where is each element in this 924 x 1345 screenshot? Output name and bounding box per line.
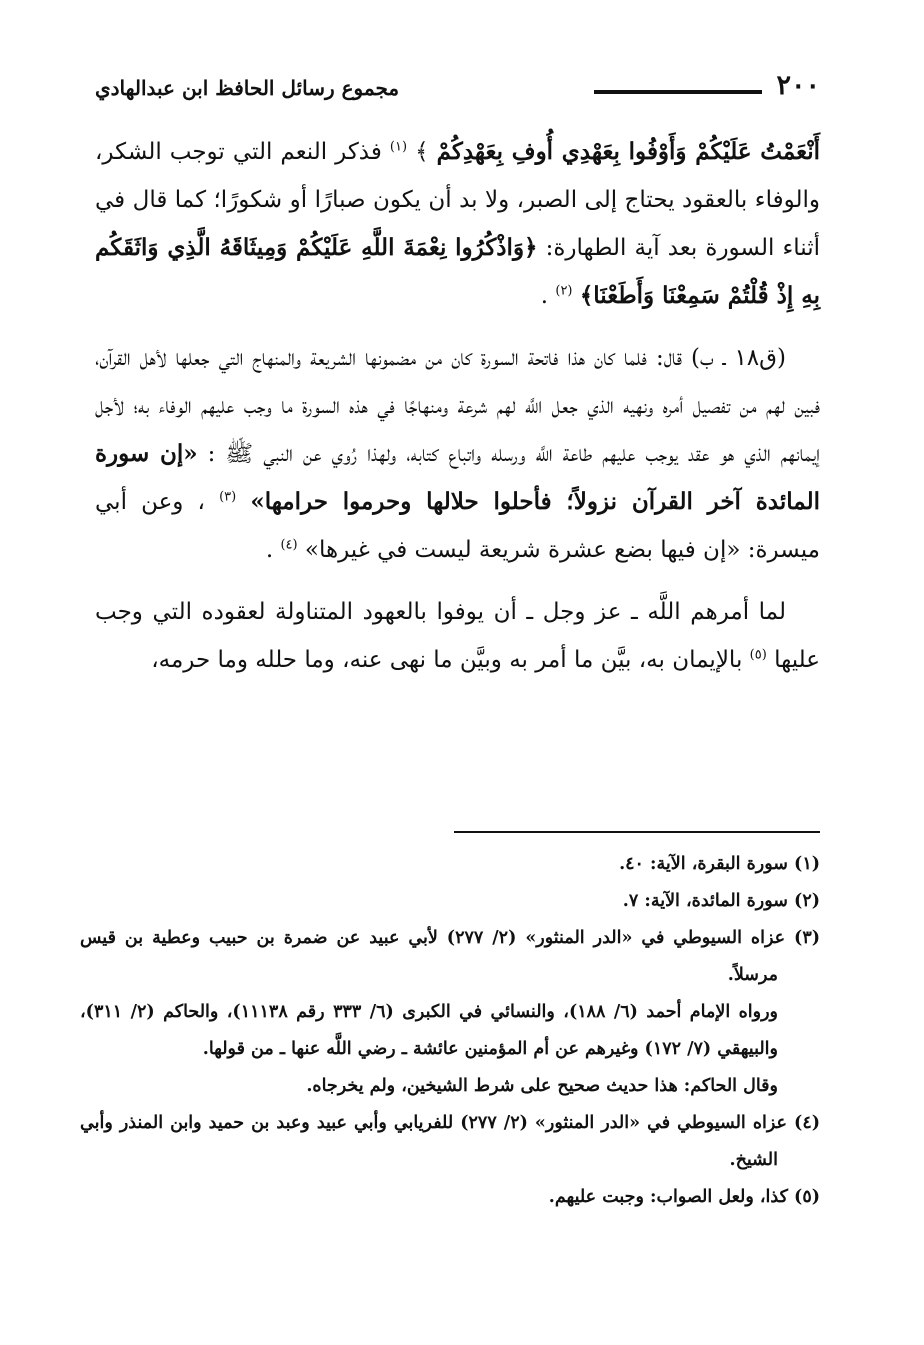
paragraph-1-text: فذكر النعم التي توجب الشكر، والوفاء بالعقود يحتاج إلى الصبر، ولا بد أن يكون صبارًا أو شكورًا؛ كما قال في أثناء السورة بعد آية الطهارة:	[95, 139, 820, 261]
paragraph-2-end: .	[265, 537, 274, 563]
footnote-ref-1[interactable]: (١)	[389, 139, 408, 155]
page-number: ٢٠٠	[776, 70, 820, 101]
header-rule	[594, 90, 762, 94]
footnote-3: (٣) عزاه السيوطي في «الدر المنثور» (٢/ ٢٧٧) لأبي عبيد عن ضمرة بن حبيب وعطية بن قيس مرسلاً.	[80, 928, 820, 985]
footnote-2: (٢) سورة المائدة، الآية: ٧.	[622, 891, 820, 911]
footnote-separator	[454, 831, 820, 833]
hadith-quote: «إن سورة المائدة آخر القرآن نزولاً؛ فأحلوا حلالها وحرموا حرامها»	[95, 440, 820, 515]
footnotes	[80, 846, 820, 1216]
main-text	[95, 128, 820, 684]
footnote-3-hakim-note: وقال الحاكم: هذا حديث صحيح على شرط الشيخين، ولم يخرجاه.	[306, 1076, 778, 1096]
footnote-1: (١) سورة البقرة، الآية: ٤٠.	[619, 854, 820, 874]
quran-verse-1: أَنْعَمْتُ عَلَيْكُمْ وَأَوْفُوا بِعَهْدِي أُوفِ بِعَهْدِكُمْ	[436, 138, 821, 165]
footnote-ref-5[interactable]: (٥)	[749, 647, 767, 663]
paragraph-3-text-2: بالإيمان به، بيَّن ما أمر به وبيَّن ما نهى عنه، وما حلله وما حرمه،	[151, 647, 743, 673]
footnote-ref-4[interactable]: (٤)	[280, 537, 298, 553]
footnote-5: (٥) كذا، ولعل الصواب: وجبت عليهم.	[548, 1187, 820, 1207]
paragraph-1	[95, 128, 820, 320]
quran-verse-2: ﴿وَاذْكُرُوا نِعْمَةَ اللَّهِ عَلَيْكُمْ وَمِيثَاقَهُ الَّذِي وَاثَقَكُم بِهِ إِذْ قُلْتُمْ سَمِعْنَا وَأَطَعْنَا﴾	[95, 234, 820, 309]
footnote-ref-3[interactable]: (٣)	[219, 489, 237, 505]
footnote-3-continued: ورواه الإمام أحمد (٦/ ١٨٨)، والنسائي في الكبرى (٦/ ٣٣٣ رقم ١١١٣٨)، والحاكم (٢/ ٣١١)، والبيهقي (٧/ ١٧٢) وغيرهم عن أم المؤمنين عائشة ـ رضي اللَّه عنها ـ من قولها.	[80, 1002, 779, 1059]
paragraph-3-text: لما أمرهم اللَّه ـ عز وجل ـ أن يوفوا بالعهود المتناولة لعقوده التي وجب عليها	[95, 599, 820, 673]
paragraph-1-end: .	[540, 283, 549, 309]
footnote-ref-2[interactable]: (٢)	[555, 283, 573, 299]
paragraph-2-text-2: ، وعن أبي ميسرة: «إن فيها بضع عشرة شريعة ليست في غيرها»	[95, 489, 820, 563]
running-title: مجموع رسائل الحافظ ابن عبدالهادي	[95, 76, 400, 100]
paragraph-2	[95, 334, 820, 574]
paragraph-3	[95, 588, 820, 684]
paragraph-2-text: (ق١٨ ـ ب) قال: فلما كان هذا فاتحة السورة كان من مضمونها الشريعة والمنهاج التي جعلها لأهل القرآن، فبين لهم من تفصيل أمره ونهيه الذي جعل اللَّه لهم شرعة ومنهاجًا في هذه السورة ما وجب عليهم الوفاء به؛ لأجل إيمانهم الذي هو عقد يوجب عليهم طاعة اللَّه ورسله واتباع كتابه، ولهذا رُوي عن النبي ﷺ :	[95, 345, 820, 467]
footnote-4: (٤) عزاه السيوطي في «الدر المنثور» (٢/ ٢٧٧) للفريابي وأبي عبيد وعبد بن حميد وابن المنذر وأبي الشيخ.	[80, 1113, 820, 1170]
page-header	[95, 66, 820, 112]
verse-end-bracket: ﴾	[415, 139, 429, 165]
